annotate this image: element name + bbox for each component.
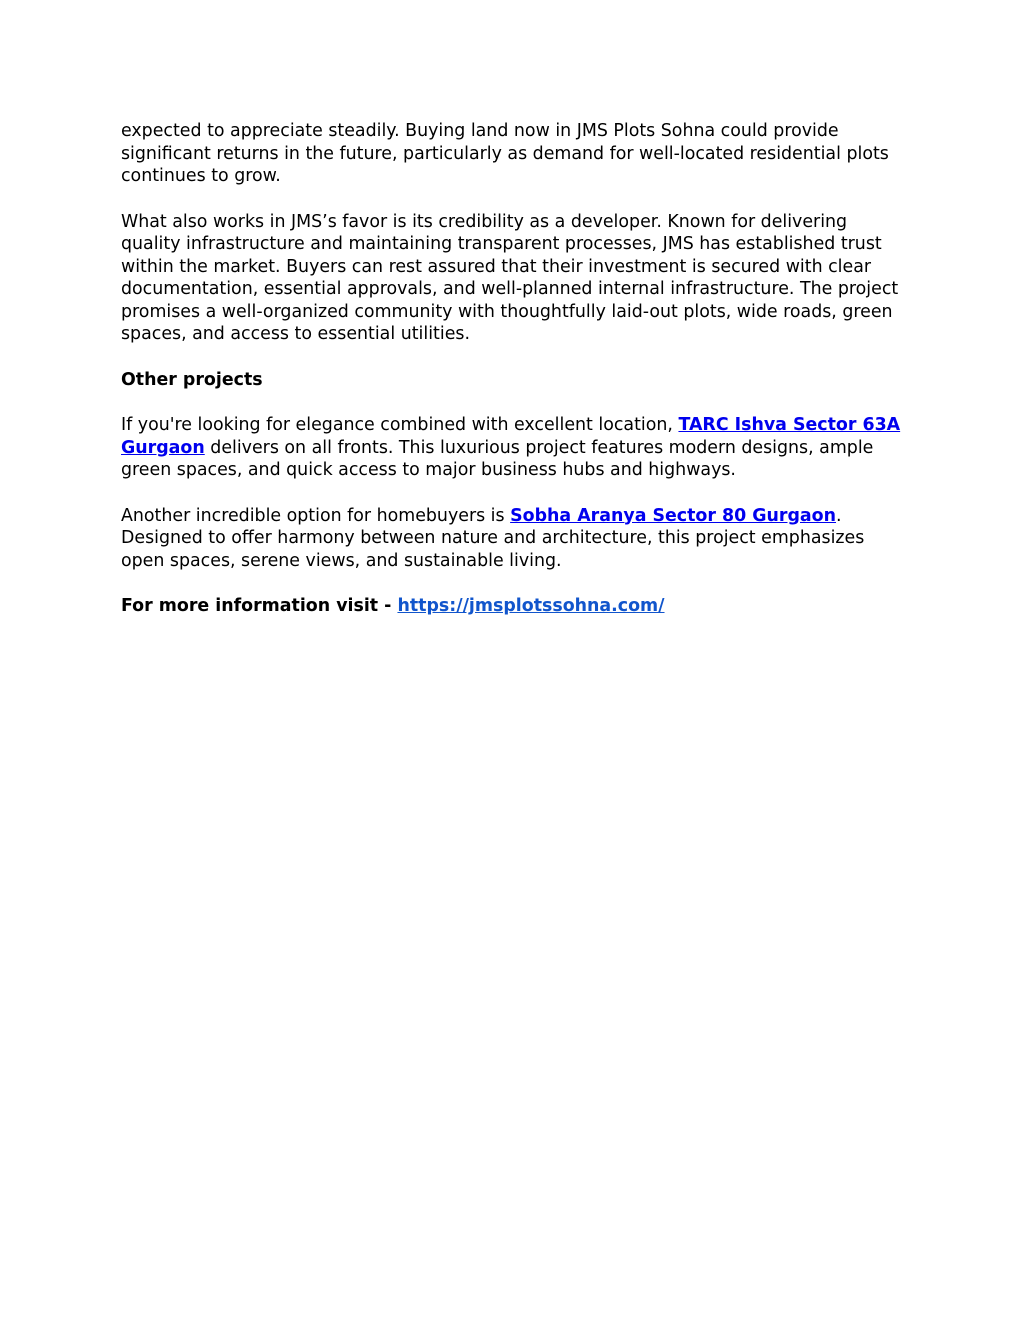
sobha-aranya-link[interactable]: Sobha Aranya Sector 80 Gurgaon — [510, 505, 836, 526]
document-body — [121, 120, 911, 641]
paragraph-text: Another incredible option for homebuyers is — [121, 505, 511, 526]
paragraph-credibility: What also works in JMS’s favor is its credibility as a developer. Known for delivering quality infrastructure and maintaining transparent processes, JMS has established trust within the market. Buyers can rest assured that their investment is secured with clear documentation, essential approvals, and well-planned internal infrastructure. The project promises a well-organized community with thoughtfully laid-out plots, wide roads, green spaces, and access to essential utilities. — [121, 211, 899, 344]
more-info-line — [121, 595, 911, 618]
heading-other-projects: Other projects — [121, 369, 263, 390]
more-info-label: For more information visit - — [121, 596, 398, 616]
paragraph-sobha-aranya — [121, 505, 911, 573]
website-link[interactable]: https://jmsplotssohna.com/ — [397, 596, 665, 616]
paragraph-text: delivers on all fronts. This luxurious project features modern designs, ample green spaces, and quick access to major business hubs and highways. — [121, 437, 874, 480]
paragraph-investment: expected to appreciate steadily. Buying land now in JMS Plots Sohna could provide significant returns in the future, particularly as demand for well-located residential plots continues to grow. — [121, 121, 889, 186]
paragraph-text: If you're looking for elegance combined with excellent location, — [121, 415, 679, 435]
paragraph-text: . Designed to offer harmony between nature and architecture, this project emphasizes open spaces, serene views, and sustainable living. — [121, 505, 865, 571]
paragraph-tarc-ishva — [121, 414, 911, 482]
tarc-ishva-link[interactable]: TARC Ishva Sector 63A Gurgaon — [121, 415, 901, 458]
